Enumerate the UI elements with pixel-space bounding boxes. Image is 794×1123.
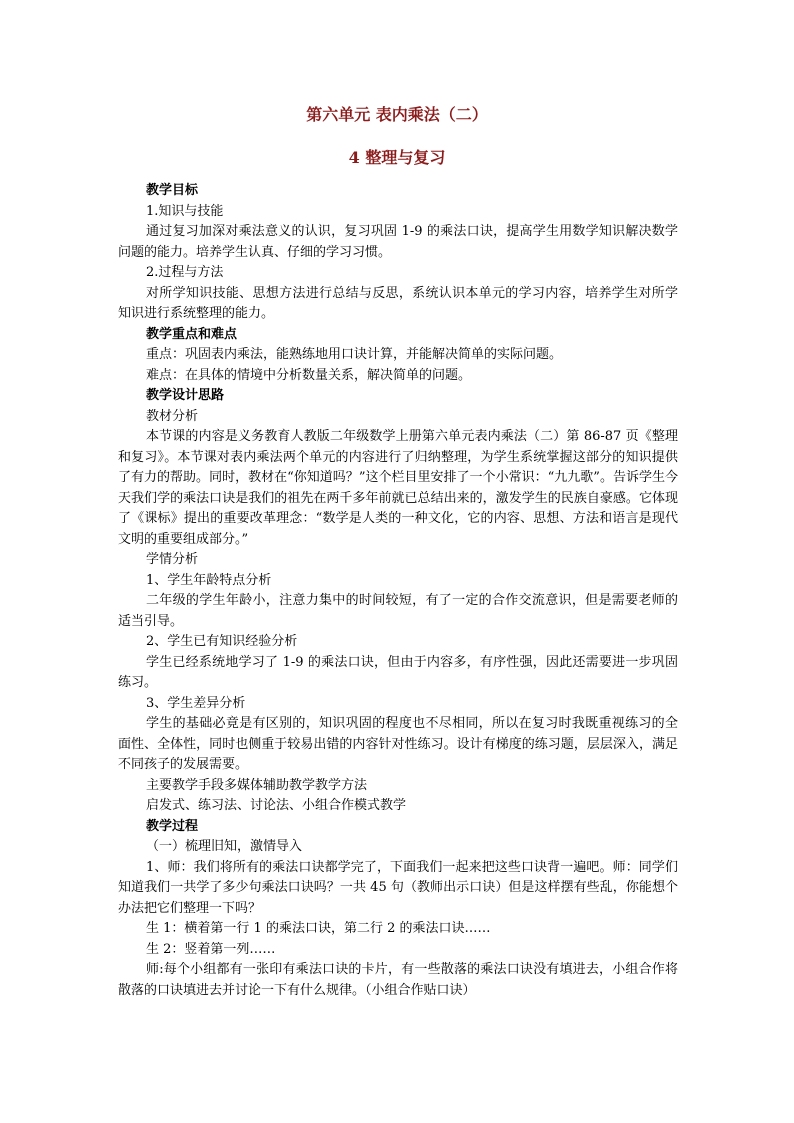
paragraph: （一）梳理旧知，激情导入 bbox=[146, 839, 303, 854]
paragraph: 对所学知识技能、思想方法进行总结与反思，系统认识本单元的学习内容，培养学生对所学知识进行系统整理的能力。 bbox=[118, 285, 678, 321]
document-body bbox=[118, 181, 678, 1001]
paragraph: 学生已经系统地学习了 1-9 的乘法口诀，但由于内容多，有序性强，因此还需要进一步巩固练习。 bbox=[118, 654, 678, 690]
paragraph: 学生的基础必竟是有区别的，知识巩固的程度也不尽相同，所以在复习时我既重视练习的全面性、全体性，同时也侧重于较易出错的内容针对性练习。设计有梯度的练习题，层层深入，满足不同孩子的发展需要。 bbox=[118, 716, 678, 772]
paragraph: 主要教学手段多媒体辅助教学教学方法 bbox=[146, 777, 368, 793]
paragraph: 生 2：竖着第一列…… bbox=[146, 941, 276, 957]
paragraph: 2、学生已有知识经验分析 bbox=[146, 634, 298, 649]
section-heading: 教学设计思路 bbox=[146, 388, 225, 403]
section-heading: 教学过程 bbox=[146, 818, 199, 834]
paragraph: 教材分析 bbox=[146, 408, 199, 424]
paragraph: 重点：巩固表内乘法，能熟练地用口诀计算，并能解决简单的实际问题。 bbox=[146, 347, 563, 362]
paragraph: 1.知识与技能 bbox=[146, 203, 224, 219]
paragraph: 2.过程与方法 bbox=[146, 265, 224, 280]
section-heading: 教学重点和难点 bbox=[146, 326, 238, 342]
paragraph: 师:每个小组都有一张印有乘法口诀的卡片，有一些散落的乘法口诀没有填进去，小组合作将散落的口诀填进去并讨论一下有什么规律。（小组合作贴口诀） bbox=[118, 962, 678, 998]
paragraph: 1、学生年龄特点分析 bbox=[146, 572, 272, 588]
paragraph: 生 1：横着第一行 1 的乘法口诀，第二行 2 的乘法口诀…… bbox=[146, 921, 491, 936]
paragraph: 启发式、练习法、讨论法、小组合作模式教学 bbox=[146, 798, 407, 813]
section-heading: 教学目标 bbox=[146, 183, 199, 198]
paragraph: 二年级的学生年龄小，注意力集中的时间较短，有了一定的合作交流意识，但是需要老师的适当引导。 bbox=[118, 593, 678, 629]
paragraph: 难点：在具体的情境中分析数量关系，解决简单的问题。 bbox=[146, 367, 472, 383]
paragraph: 本节课的内容是义务教育人教版二年级数学上册第六单元表内乘法（二）第 86-87 页《整理和复习》。本节课对表内乘法两个单元的内容进行了归纳整理，为学生系统掌握这部分的知识提供了有力的帮助。同时，教材在“你知道吗？”这个栏目里安排了一个小常识：“九九歌”。告诉学生今天我们学的乘法口诀是我们的祖先在两千多年前就已总结出来的，激发学生的民族自豪感。它体现了《课标》提出的重要改革理念：“数学是人类的一种文化，它的内容、思想、方法和语言是现代文明的重要组成部分。” bbox=[118, 429, 678, 547]
lesson-title: 4 整理与复习 bbox=[348, 148, 446, 167]
paragraph: 1、师：我们将所有的乘法口诀都学完了，下面我们一起来把这些口诀背一遍吧。师：同学们知道我们一共学了多少句乘法口诀吗？一共 45 句（教师出示口诀）但是这样摆有些乱，你能想个办法把它们整理一下吗？ bbox=[118, 859, 678, 916]
paragraph: 学情分析 bbox=[146, 552, 199, 567]
paragraph: 通过复习加深对乘法意义的认识，复习巩固 1-9 的乘法口诀，提高学生用数学知识解决数学问题的能力。培养学生认真、仔细的学习习惯。 bbox=[118, 224, 678, 260]
paragraph: 3、学生差异分析 bbox=[146, 695, 246, 711]
document-title: 第六单元 表内乘法（二） bbox=[306, 105, 488, 124]
